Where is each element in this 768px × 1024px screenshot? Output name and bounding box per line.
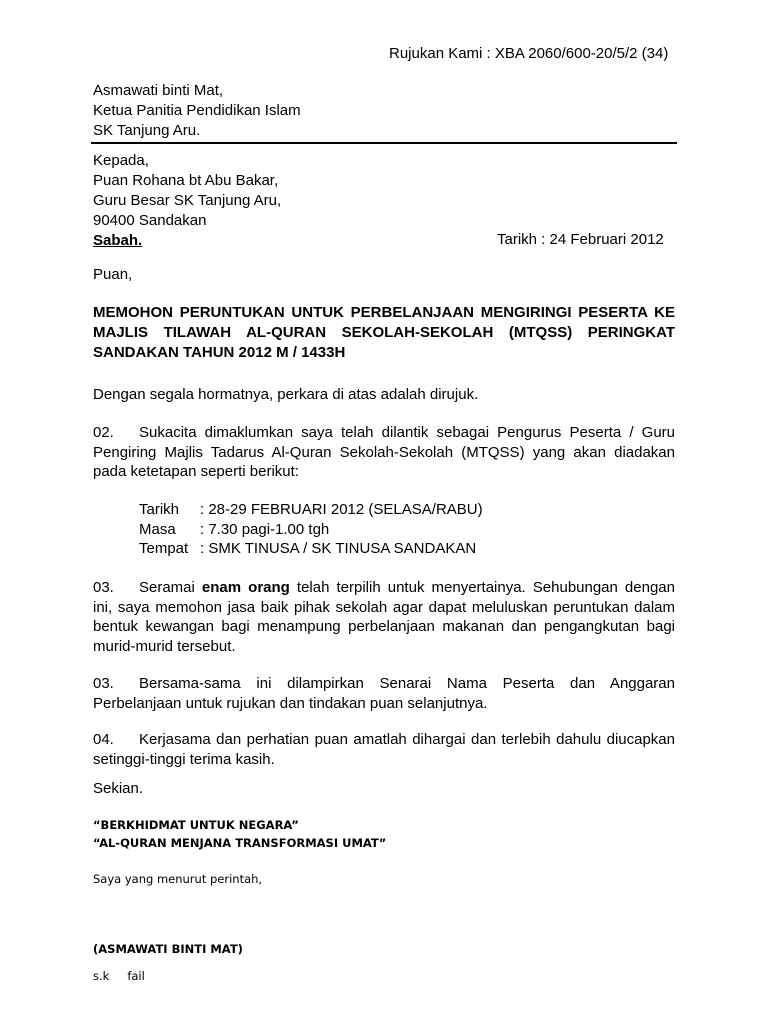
opening-paragraph: Dengan segala hormatnya, perkara di atas adalah dirujuk. — [93, 386, 479, 403]
detail-row-time — [139, 520, 483, 540]
recipient-state: Sabah. — [93, 232, 143, 249]
paragraph-03-attachment — [93, 674, 675, 713]
recipient-block — [93, 151, 281, 251]
detail-label: Tarikh — [139, 501, 180, 518]
paragraph-number: 04. — [93, 731, 114, 748]
paragraph-number: 03. — [93, 579, 114, 596]
detail-label: Tempat — [139, 540, 189, 557]
signature-name: (ASMAWATI BINTI MAT) — [93, 942, 243, 956]
detail-value: : 7.30 pagi-1.00 tgh — [200, 520, 330, 538]
paragraph-number: 02. — [93, 424, 114, 441]
detail-value: : SMK TINUSA / SK TINUSA SANDAKAN — [200, 540, 477, 557]
recipient-position: Guru Besar SK Tanjung Aru, — [93, 192, 282, 209]
carbon-copy — [93, 967, 145, 985]
detail-value: : 28-29 FEBRUARI 2012 (SELASA/RABU) — [200, 501, 483, 518]
sender-name: Asmawati binti Mat, — [93, 82, 224, 99]
event-details — [139, 500, 483, 559]
paragraph-text-before: Seramai — [139, 579, 202, 596]
slogan-two: “AL-QURAN MENJANA TRANSFORMASI UMAT” — [93, 836, 387, 850]
letter-date: Tarikh : 24 Februari 2012 — [497, 231, 664, 248]
sender-school: SK Tanjung Aru. — [93, 122, 201, 139]
detail-label: Masa — [139, 520, 176, 538]
paragraph-text-after: telah terpilih untuk menyertainya. Sehubungan dengan ini, saya memohon jasa baik pihak sekolah agar dapat meluluskan peruntukan dalam bentuk kewangan bagi menampung perbelanjaan makanan dan pengangkutan bagi murid-murid tersebut. — [93, 579, 675, 655]
paragraph-text: Bersama-sama ini dilampirkan Senarai Nama Peserta dan Anggaran Perbelanjaan untuk rujukan dan tindakan puan selanjutnya. — [93, 675, 675, 712]
recipient-to: Kepada, — [93, 152, 149, 169]
paragraph-text: Sukacita dimaklumkan saya telah dilantik sebagai Pengurus Peserta / Guru Pengiring Majlis Tadarus Al-Quran Sekolah-Sekolah (MTQSS) yang akan diadakan pada ketetapan seperti berikut: — [93, 424, 675, 480]
paragraph-03-participants — [93, 578, 675, 656]
sender-block — [93, 81, 301, 141]
sender-position: Ketua Panitia Pendidikan Islam — [93, 102, 301, 119]
signoff: Saya yang menurut perintah, — [93, 872, 263, 886]
salutation: Puan, — [93, 266, 133, 283]
detail-row-venue — [139, 539, 483, 559]
detail-row-date — [139, 500, 483, 520]
paragraph-04 — [93, 730, 675, 769]
cc-label: s.k — [93, 969, 110, 983]
paragraph-bold-text: enam orang — [201, 579, 290, 596]
paragraph-text: Kerjasama dan perhatian puan amatlah dihargai dan terlebih dahulu diucapkan setinggi-tinggi terima kasih. — [93, 731, 675, 768]
recipient-name: Puan Rohana bt Abu Bakar, — [93, 172, 279, 189]
reference-number: Rujukan Kami : XBA 2060/600-20/5/2 (34) — [389, 45, 669, 62]
paragraph-02 — [93, 423, 675, 482]
subject-heading: MEMOHON PERUNTUKAN UNTUK PERBELANJAAN MENGIRINGI PESERTA KE MAJLIS TILAWAH AL-QURAN SEKOLAH-SEKOLAH (MTQSS) PERINGKAT SANDAKAN TAHUN 2012 M / 1433H — [93, 304, 675, 361]
closing: Sekian. — [93, 780, 144, 797]
recipient-postcode-city: 90400 Sandakan — [93, 212, 207, 229]
paragraph-number: 03. — [93, 675, 114, 692]
header-divider — [91, 142, 677, 144]
cc-value: fail — [127, 969, 145, 983]
slogan-one: “BERKHIDMAT UNTUK NEGARA” — [93, 818, 299, 832]
